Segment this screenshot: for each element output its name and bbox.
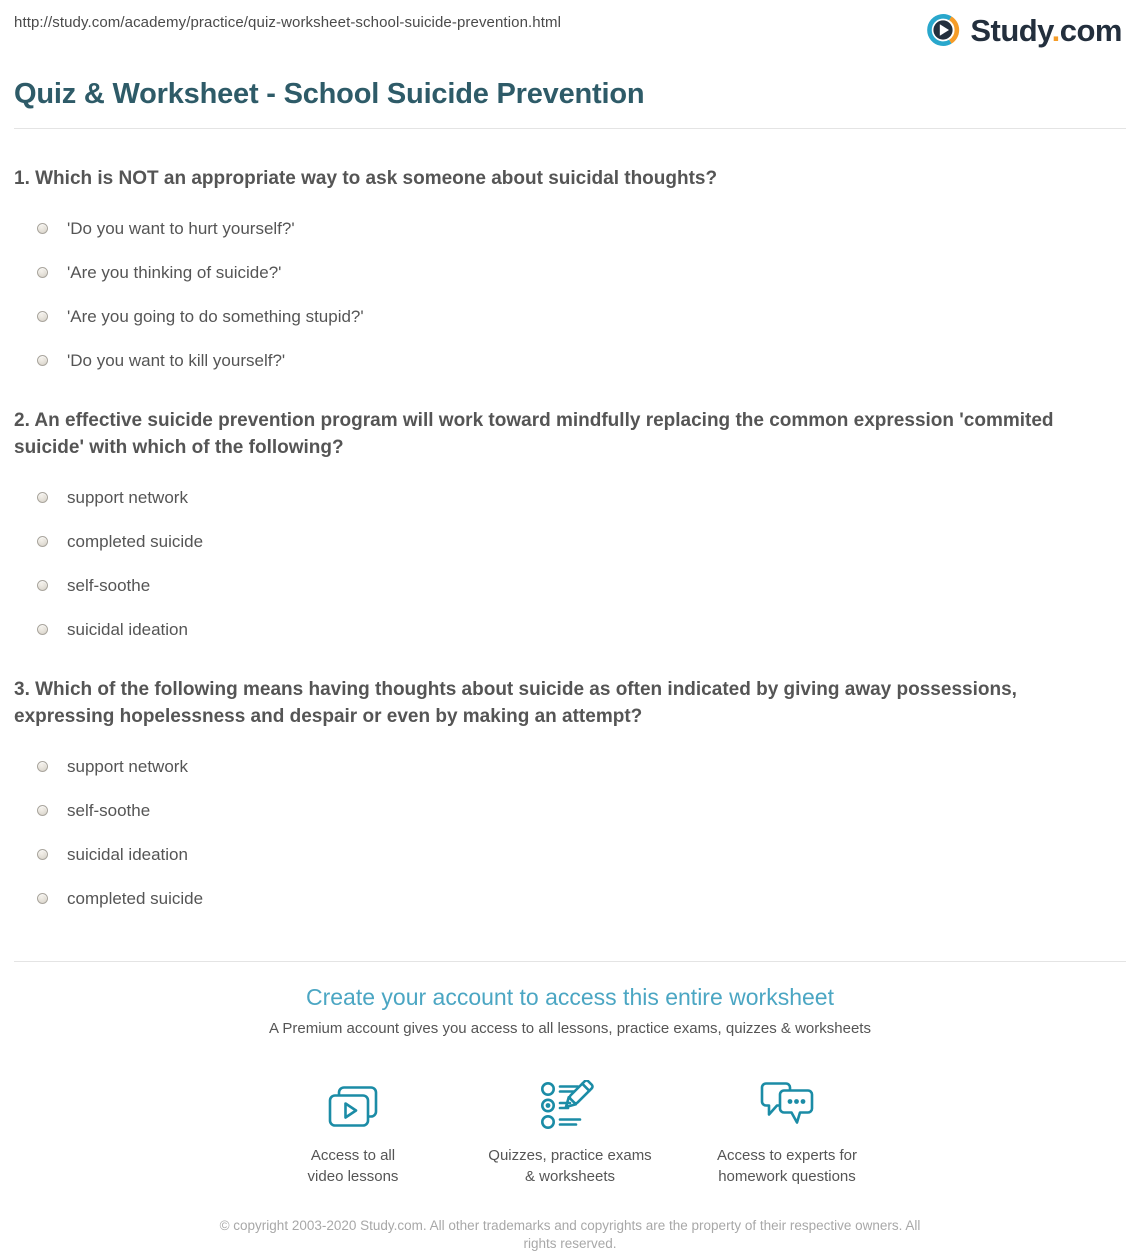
page-url: http://study.com/academy/practice/quiz-worksheet-school-suicide-prevention.html — [14, 14, 562, 31]
question-2 — [14, 407, 1126, 640]
option-label: support network — [67, 756, 188, 776]
radio-button[interactable] — [37, 355, 48, 366]
radio-button[interactable] — [37, 805, 48, 816]
expert-chat-icon — [755, 1073, 819, 1133]
question-3-option-3[interactable] — [14, 845, 1126, 865]
question-1-option-1[interactable] — [14, 219, 1126, 239]
question-3-option-2[interactable] — [14, 801, 1126, 821]
radio-button[interactable] — [37, 624, 48, 635]
question-3-option-1[interactable] — [14, 757, 1126, 777]
cta-divider — [14, 961, 1126, 962]
option-label: self-soothe — [67, 800, 151, 820]
question-2-option-1[interactable] — [14, 488, 1126, 508]
radio-button[interactable] — [37, 761, 48, 772]
question-1-text: 1. Which is NOT an appropriate way to ask someone about suicidal thoughts? — [14, 168, 718, 189]
create-account-section — [14, 961, 1126, 1187]
studycom-logo[interactable] — [923, 10, 1122, 50]
radio-button[interactable] — [37, 311, 48, 322]
cta-subtitle: A Premium account gives you access to all lessons, practice exams, quizzes & worksheets — [269, 1019, 871, 1037]
radio-button[interactable] — [37, 849, 48, 860]
option-label: self-soothe — [67, 575, 151, 595]
title-divider — [14, 128, 1126, 129]
radio-button[interactable] — [37, 893, 48, 904]
question-3-options — [14, 757, 1126, 909]
question-3-option-4[interactable] — [14, 889, 1126, 909]
question-2-text: 2. An effective suicide prevention program will work toward mindfully replacing the common expression 'commited suicide' with which of the following? — [14, 409, 1054, 459]
option-label: suicidal ideation — [67, 619, 188, 639]
radio-button[interactable] — [37, 580, 48, 591]
feature-video-lessons — [245, 1073, 462, 1187]
radio-button[interactable] — [37, 223, 48, 234]
question-3-text: 3. Which of the following means having thoughts about suicide as often indicated by giving away possessions, expressing hopelessness and despair or even by making an attempt? — [14, 678, 1017, 728]
option-label: completed suicide — [67, 888, 204, 908]
page-header — [14, 10, 1126, 50]
feature-label: Access to experts for homework questions — [716, 1146, 858, 1185]
page-title: Quiz & Worksheet - School Suicide Prevention — [14, 78, 645, 110]
feature-label: Quizzes, practice exams & worksheets — [488, 1146, 652, 1185]
option-label: 'Are you thinking of suicide?' — [67, 262, 282, 282]
video-lessons-icon — [325, 1073, 382, 1133]
option-label: support network — [67, 487, 188, 507]
copyright-text: © copyright 2003-2020 Study.com. All other trademarks and copyrights are the property of their respective owners. All rights reserved. — [219, 1217, 921, 1251]
option-label: 'Do you want to kill yourself?' — [67, 350, 286, 370]
question-2-option-2[interactable] — [14, 532, 1126, 552]
premium-features — [14, 1073, 1126, 1187]
question-1-options — [14, 219, 1126, 371]
question-3 — [14, 676, 1126, 909]
cta-title: Create your account to access this entire worksheet — [306, 983, 834, 1010]
studycom-play-icon — [923, 10, 963, 50]
quizzes-worksheets-icon — [539, 1073, 601, 1133]
option-label: suicidal ideation — [67, 844, 188, 864]
option-label: 'Are you going to do something stupid?' — [67, 306, 364, 326]
question-2-option-3[interactable] — [14, 576, 1126, 596]
radio-button[interactable] — [37, 492, 48, 503]
option-label: 'Do you want to hurt yourself?' — [67, 218, 295, 238]
question-1-option-3[interactable] — [14, 307, 1126, 327]
feature-quizzes-worksheets — [462, 1073, 679, 1187]
question-2-options — [14, 488, 1126, 640]
question-1-option-2[interactable] — [14, 263, 1126, 283]
question-1-option-4[interactable] — [14, 351, 1126, 371]
radio-button[interactable] — [37, 267, 48, 278]
page-footer — [14, 1217, 1126, 1253]
option-label: completed suicide — [67, 531, 204, 551]
question-1 — [14, 165, 1126, 371]
radio-button[interactable] — [37, 536, 48, 547]
studycom-logo-text: Study.com — [970, 12, 1122, 48]
feature-expert-access — [679, 1073, 896, 1187]
feature-label: Access to all video lessons — [307, 1146, 399, 1185]
question-2-option-4[interactable] — [14, 620, 1126, 640]
